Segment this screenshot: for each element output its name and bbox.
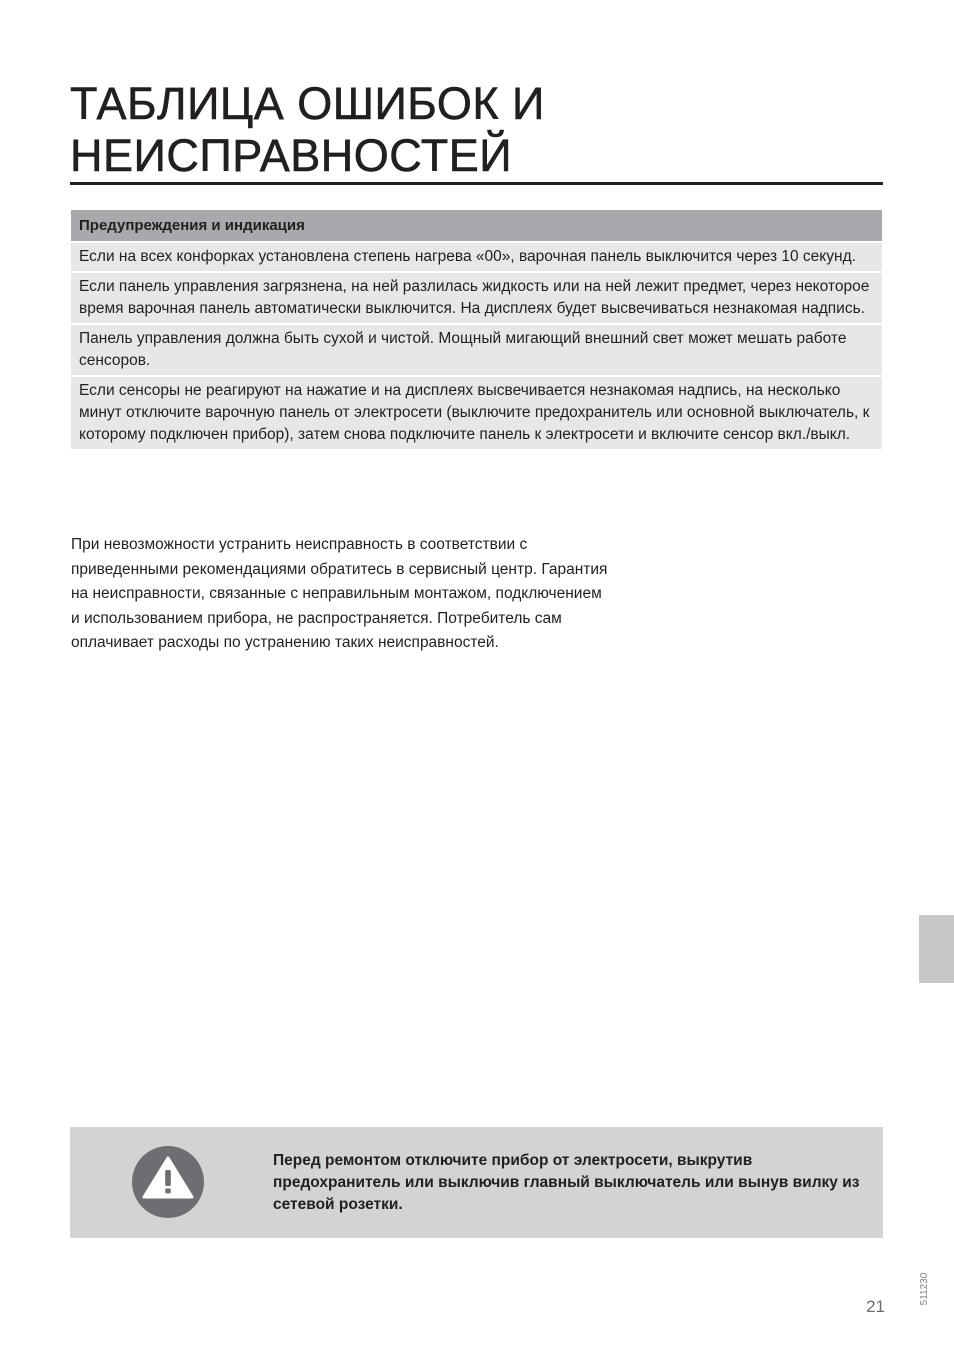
caution-text (273, 1150, 873, 1216)
warning-triangle-icon (132, 1146, 204, 1218)
warranty-note-line: приведенными рекомендациями обратитесь в сервисный центр. Гарантия (71, 560, 608, 578)
caution-text-line: Перед ремонтом отключите прибор от электросети, выкрутив (273, 1152, 753, 1169)
title-underline (70, 182, 883, 185)
caution-box (70, 1127, 883, 1238)
warnings-table (71, 210, 882, 449)
warnings-table-row: Если сенсоры не реагируют на нажатие и на дисплеях высвечивается незнакомая надпись, на несколько минут отключите варочную панель от электросети (выключите предохранитель или основной выключатель, к которому подключен прибор), затем снова подключите панель к электросети и включите сенсор вкл./выкл. (71, 377, 882, 449)
document-code: 511230 (919, 1272, 930, 1306)
warnings-table-row: Если на всех конфорках установлена степень нагрева «00», варочная панель выключится через 10 секунд. (71, 243, 882, 271)
warranty-note-line: и использованием прибора, не распространяется. Потребитель сам (71, 609, 562, 627)
warranty-note-line: оплачивает расходы по устранению таких неисправностей. (71, 634, 499, 651)
warranty-note-line: на неисправности, связанные с неправильным монтажом, подключением (71, 585, 602, 602)
page-title-line-1: ТАБЛИЦА ОШИБОК И (70, 78, 545, 129)
caution-text-line: сетевой розетки. (273, 1196, 403, 1213)
warranty-note (71, 533, 671, 656)
warnings-table-header: Предупреждения и индикация (71, 210, 882, 241)
page-number: 21 (866, 1297, 885, 1316)
warranty-note-line: При невозможности устранить неисправность в соответствии с (71, 536, 528, 553)
page-title-line-2: НЕИСПРАВНОСТЕЙ (70, 130, 513, 181)
caution-text-line: предохранитель или выключив главный выключатель или вынув вилку из (273, 1174, 860, 1191)
warnings-table-row: Если панель управления загрязнена, на ней разлилась жидкость или на ней лежит предмет, через некоторое время варочная панель автоматически выключится. На дисплеях будет высвечиваться незнакомая надпись. (71, 273, 882, 323)
page-title (70, 78, 883, 182)
warnings-table-row: Панель управления должна быть сухой и чистой. Мощный мигающий внешний свет может мешать работе сенсоров. (71, 325, 882, 375)
section-side-tab (919, 915, 954, 983)
